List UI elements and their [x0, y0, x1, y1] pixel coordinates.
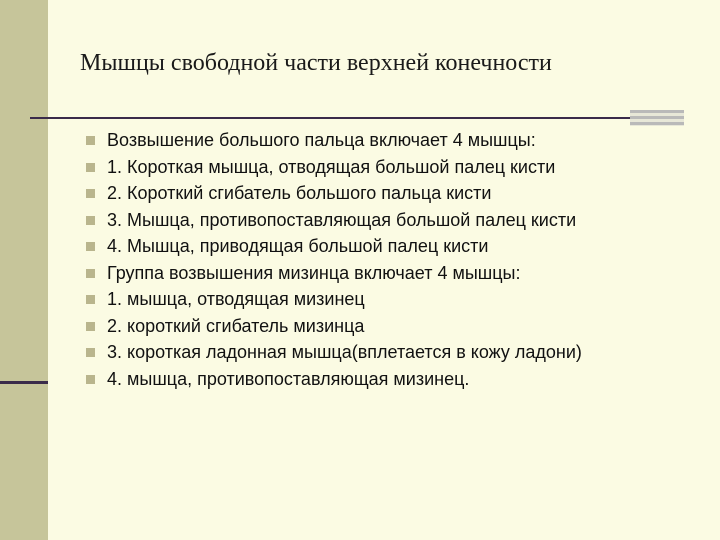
list-item — [86, 154, 582, 181]
title-underline-accent — [630, 110, 684, 126]
left-band-divider — [0, 381, 48, 384]
left-accent-band — [0, 0, 48, 540]
square-bullet-icon — [86, 375, 95, 384]
list-item — [86, 180, 582, 207]
list-item — [86, 286, 582, 313]
list-item-text: 3. короткая ладонная мышца(вплетается в кожу ладони) — [107, 342, 582, 362]
list-item-text: 2. короткий сгибатель мизинца — [107, 315, 365, 336]
list-item — [86, 233, 582, 260]
square-bullet-icon — [86, 322, 95, 331]
square-bullet-icon — [86, 163, 95, 172]
list-item-text: 2. Короткий сгибатель большого пальца кисти — [107, 183, 492, 203]
slide-title: Мышцы свободной части верхней конечности — [80, 50, 552, 76]
list-item-text: 1. мышца, отводящая мизинец — [107, 289, 365, 309]
square-bullet-icon — [86, 295, 95, 304]
list-item — [86, 313, 582, 340]
list-item-text: 3. Мышца, противопоставляющая большой палец кисти — [107, 209, 577, 230]
list-item — [86, 366, 582, 393]
list-item-text: 4. мышца, противопоставляющая мизинец. — [107, 368, 470, 389]
title-underline — [30, 117, 630, 119]
list-item — [86, 127, 582, 154]
list-item-text: 4. Мышца, приводящая большой палец кисти — [107, 236, 489, 256]
list-item-text: 1. Короткая мышца, отводящая большой палец кисти — [107, 156, 556, 177]
square-bullet-icon — [86, 242, 95, 251]
square-bullet-icon — [86, 216, 95, 225]
list-item — [86, 260, 582, 287]
square-bullet-icon — [86, 348, 95, 357]
bullet-list — [86, 127, 582, 392]
list-item — [86, 207, 582, 234]
square-bullet-icon — [86, 189, 95, 198]
square-bullet-icon — [86, 136, 95, 145]
list-item-text: Группа возвышения мизинца включает 4 мышцы: — [107, 262, 521, 283]
list-item — [86, 339, 582, 366]
square-bullet-icon — [86, 269, 95, 278]
list-item-text: Возвышение большого пальца включает 4 мышцы: — [107, 130, 536, 150]
